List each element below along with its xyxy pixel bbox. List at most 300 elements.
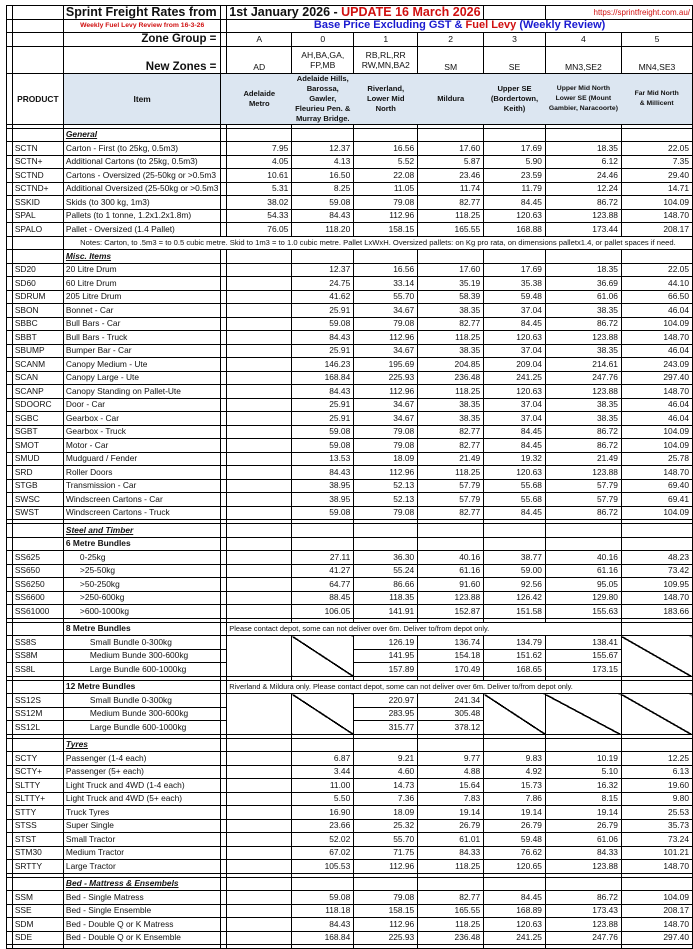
price-cell: 86.72	[545, 506, 621, 520]
item-name: Door - Car	[63, 398, 220, 412]
product-code: SS625	[12, 551, 63, 565]
weekly-review-note: Weekly Fuel Levy Review from 16-3-26	[63, 19, 220, 33]
price-cell: 106.05	[292, 605, 354, 619]
price-cell: 146.23	[292, 358, 354, 372]
price-cell: 241.25	[484, 371, 546, 385]
price-cell	[227, 358, 292, 372]
price-cell: 69.40	[621, 479, 692, 493]
price-cell	[227, 466, 292, 480]
rate-row	[7, 806, 693, 820]
section-general-title: General	[63, 128, 220, 142]
product-code: SBUMP	[12, 344, 63, 358]
rate-row	[7, 425, 693, 439]
price-cell: 55.70	[354, 290, 418, 304]
price-cell: 19.60	[621, 779, 692, 793]
price-cell: 126.19	[354, 636, 418, 650]
rate-row	[7, 277, 693, 291]
rate-row	[7, 493, 693, 507]
item-name: Bed - Double Q or K Ensemble	[63, 931, 220, 945]
item-name: Small Tractor	[63, 833, 220, 847]
rate-row	[7, 931, 693, 945]
separator-row	[7, 945, 693, 949]
rate-row	[7, 891, 693, 905]
price-cell: 73.24	[621, 833, 692, 847]
price-cell: 126.42	[484, 591, 546, 605]
rate-row	[7, 398, 693, 412]
price-cell: 208.17	[621, 904, 692, 918]
price-cell: 59.48	[484, 833, 546, 847]
section-six-metre-title: 6 Metre Bundles	[63, 537, 220, 551]
price-cell: 44.10	[621, 277, 692, 291]
price-cell: 16.32	[545, 779, 621, 793]
price-cell	[227, 290, 292, 304]
price-cell: 38.35	[545, 412, 621, 426]
item-name: Carton - First (to 25kg, 0.5m3)	[63, 142, 220, 156]
price-cell: 15.73	[484, 779, 546, 793]
product-header: PRODUCT	[12, 73, 63, 124]
price-cell: 123.88	[545, 918, 621, 932]
price-cell: 23.59	[484, 169, 546, 183]
rate-row	[7, 466, 693, 480]
product-code: SCTY	[12, 752, 63, 766]
rate-row	[7, 223, 693, 237]
price-cell: 23.66	[292, 819, 354, 833]
rate-row	[7, 578, 693, 592]
price-cell: 241.25	[484, 931, 546, 945]
price-cell: 79.08	[354, 439, 418, 453]
product-code: SDOORC	[12, 398, 63, 412]
product-code: SCTN	[12, 142, 63, 156]
product-code: STTY	[12, 806, 63, 820]
website-link[interactable]: https://sprintfreight.com.au/	[545, 6, 692, 20]
price-cell: 305.48	[418, 707, 484, 721]
price-cell: 84.43	[292, 385, 354, 399]
column-header-row	[7, 73, 693, 124]
price-cell: 165.55	[418, 904, 484, 918]
product-code: SDRUM	[12, 290, 63, 304]
item-name: >600-1000kg	[63, 605, 220, 619]
rate-row	[7, 196, 693, 210]
price-cell	[227, 846, 292, 860]
item-name: Windscreen Cartons - Truck	[63, 506, 220, 520]
zone-codes: MN3,SE2	[545, 46, 621, 73]
price-cell: 141.95	[354, 649, 418, 663]
price-cell: 61.06	[545, 290, 621, 304]
price-cell: 22.05	[621, 263, 692, 277]
price-cell: 10.61	[227, 169, 292, 183]
price-cell: 378.12	[418, 721, 484, 735]
product-code: SGBT	[12, 425, 63, 439]
item-name: Large Tractor	[63, 860, 220, 874]
price-cell: 136.74	[418, 636, 484, 650]
price-cell: 112.96	[354, 466, 418, 480]
price-cell: 225.93	[354, 371, 418, 385]
price-cell: 38.35	[418, 398, 484, 412]
price-cell: 84.43	[292, 331, 354, 345]
zone-codes: MN4,SE3	[621, 46, 692, 73]
price-cell: 59.08	[292, 891, 354, 905]
price-cell: 86.66	[354, 578, 418, 592]
price-cell: 165.55	[418, 223, 484, 237]
rate-row	[7, 385, 693, 399]
item-name: 0-25kg	[63, 551, 220, 565]
price-cell: 46.04	[621, 412, 692, 426]
price-cell: 54.33	[227, 209, 292, 223]
price-cell: 220.97	[354, 694, 418, 708]
price-cell: 84.43	[292, 918, 354, 932]
not-available-cell	[545, 694, 621, 735]
item-name: Bed - Single Matress	[63, 891, 220, 905]
price-cell	[227, 752, 292, 766]
price-cell: 76.05	[227, 223, 292, 237]
base-price-c: (Weekly Review)	[516, 19, 606, 32]
price-cell: 138.41	[545, 636, 621, 650]
price-cell	[227, 605, 292, 619]
product-code: STSS	[12, 819, 63, 833]
price-cell: 21.49	[418, 452, 484, 466]
price-cell: 157.89	[354, 663, 418, 677]
price-cell: 38.35	[545, 304, 621, 318]
price-cell: 86.72	[545, 439, 621, 453]
price-cell: 79.08	[354, 425, 418, 439]
zone-region: Upper Mid North Lower SE (Mount Gambier, Naracoorte)	[545, 73, 621, 124]
zone-region: Far Mid North & Millicent	[621, 73, 692, 124]
price-cell	[227, 578, 292, 592]
price-cell: 59.00	[484, 564, 546, 578]
price-cell: 84.33	[418, 846, 484, 860]
price-cell: 118.25	[418, 860, 484, 874]
item-name: Gearbox - Truck	[63, 425, 220, 439]
rate-row	[7, 846, 693, 860]
price-cell: 12.37	[292, 142, 354, 156]
product-code: STM30	[12, 846, 63, 860]
zone-group-label: Zone Group =	[63, 33, 220, 47]
item-name: Additional Oversized (25-50kg or >0.5m3	[63, 182, 220, 196]
product-code: SS12L	[12, 721, 63, 735]
zone-group: 2	[418, 33, 484, 47]
price-cell: 25.91	[292, 344, 354, 358]
price-cell: 4.05	[227, 155, 292, 169]
price-cell: 61.06	[545, 833, 621, 847]
price-cell: 92.56	[484, 578, 546, 592]
item-name: Small Bundle 0-300kg	[63, 694, 220, 708]
price-cell: 25.53	[621, 806, 692, 820]
price-cell: 86.72	[545, 425, 621, 439]
price-cell: 19.14	[545, 806, 621, 820]
price-cell: 148.70	[621, 591, 692, 605]
price-cell: 148.70	[621, 385, 692, 399]
price-cell: 38.35	[418, 344, 484, 358]
section-misc	[7, 250, 693, 264]
price-cell: 5.87	[418, 155, 484, 169]
zone-region: Mildura	[418, 73, 484, 124]
price-cell: 86.72	[545, 891, 621, 905]
title-row	[7, 6, 693, 20]
price-cell: 61.16	[418, 564, 484, 578]
rate-row	[7, 833, 693, 847]
price-cell: 104.09	[621, 506, 692, 520]
section-eight-metre-title: 8 Metre Bundles	[63, 622, 220, 636]
price-cell: 17.69	[484, 263, 546, 277]
price-cell: 105.53	[292, 860, 354, 874]
product-code: SS6600	[12, 591, 63, 605]
rate-row	[7, 918, 693, 932]
price-cell	[227, 506, 292, 520]
price-cell: 82.77	[418, 425, 484, 439]
price-cell: 15.64	[418, 779, 484, 793]
price-cell: 59.08	[292, 425, 354, 439]
price-cell: 11.05	[354, 182, 418, 196]
product-code: SCANM	[12, 358, 63, 372]
price-cell: 61.16	[545, 564, 621, 578]
price-cell: 151.62	[484, 649, 546, 663]
price-cell	[227, 263, 292, 277]
price-cell: 59.08	[292, 439, 354, 453]
price-cell: 46.04	[621, 344, 692, 358]
price-cell: 86.72	[545, 196, 621, 210]
product-code: SSM	[12, 891, 63, 905]
price-cell: 57.79	[418, 479, 484, 493]
price-cell: 26.79	[484, 819, 546, 833]
price-cell: 38.35	[418, 412, 484, 426]
general-notes-row	[7, 236, 693, 250]
price-cell: 36.30	[354, 551, 418, 565]
price-cell: 25.91	[292, 398, 354, 412]
product-code: SMUD	[12, 452, 63, 466]
price-cell: 40.16	[418, 551, 484, 565]
price-cell: 7.95	[227, 142, 292, 156]
price-cell: 38.95	[292, 479, 354, 493]
base-price-a: Base Price Excluding GST &	[313, 19, 466, 32]
price-cell: 16.56	[354, 142, 418, 156]
price-cell: 195.69	[354, 358, 418, 372]
zone-codes: SM	[418, 46, 484, 73]
not-available-cell	[621, 694, 692, 735]
price-cell: 154.18	[418, 649, 484, 663]
item-name: 205 Litre Drum	[63, 290, 220, 304]
price-cell: 14.73	[354, 779, 418, 793]
price-cell: 8.15	[545, 792, 621, 806]
item-header: Item	[63, 73, 220, 124]
rate-row	[7, 452, 693, 466]
title-left: Sprint Freight Rates from	[63, 6, 220, 20]
price-cell: 52.13	[354, 493, 418, 507]
price-cell: 82.77	[418, 439, 484, 453]
price-cell: 209.04	[484, 358, 546, 372]
price-cell: 41.62	[292, 290, 354, 304]
rate-row	[7, 479, 693, 493]
price-cell	[227, 765, 292, 779]
price-cell: 214.61	[545, 358, 621, 372]
price-cell: 155.63	[545, 605, 621, 619]
price-cell: 3.44	[292, 765, 354, 779]
section-steel-title: Steel and Timber	[63, 524, 220, 538]
product-code: SMOT	[12, 439, 63, 453]
section-steel	[7, 524, 693, 538]
zone-codes: SE	[484, 46, 546, 73]
price-cell: 123.88	[545, 860, 621, 874]
price-cell: 46.04	[621, 304, 692, 318]
price-cell	[227, 331, 292, 345]
price-cell: 64.77	[292, 578, 354, 592]
item-name: Mudguard / Fender	[63, 452, 220, 466]
price-cell: 69.41	[621, 493, 692, 507]
price-cell: 48.23	[621, 551, 692, 565]
price-cell: 55.68	[484, 493, 546, 507]
price-cell: 168.88	[484, 223, 546, 237]
item-name: Light Truck and 4WD (1-4 each)	[63, 779, 220, 793]
price-cell: 37.04	[484, 412, 546, 426]
product-code: SCAN	[12, 371, 63, 385]
price-cell: 95.05	[545, 578, 621, 592]
price-cell: 7.86	[484, 792, 546, 806]
zone-region: Adelaide Metro	[227, 73, 292, 124]
price-cell: 12.24	[545, 182, 621, 196]
zone-group: 4	[545, 33, 621, 47]
price-cell: 24.75	[292, 277, 354, 291]
price-cell: 225.93	[354, 931, 418, 945]
price-cell: 118.25	[418, 918, 484, 932]
price-cell: 5.31	[227, 182, 292, 196]
item-name: Bed - Double Q or K Matress	[63, 918, 220, 932]
price-cell: 118.25	[418, 209, 484, 223]
price-cell	[227, 551, 292, 565]
price-cell: 84.33	[545, 846, 621, 860]
product-code: SLTTY+	[12, 792, 63, 806]
product-code: SRTTY	[12, 860, 63, 874]
price-cell: 40.16	[545, 551, 621, 565]
price-cell	[227, 317, 292, 331]
rate-row	[7, 317, 693, 331]
price-cell: 59.08	[292, 317, 354, 331]
price-cell: 84.43	[292, 466, 354, 480]
price-cell: 84.45	[484, 425, 546, 439]
price-cell: 8.25	[292, 182, 354, 196]
section-bed	[7, 877, 693, 891]
price-cell: 57.79	[545, 479, 621, 493]
price-cell: 19.14	[418, 806, 484, 820]
price-cell: 152.87	[418, 605, 484, 619]
price-cell: 120.63	[484, 209, 546, 223]
zone-codes: AH,BA,GA, FP,MB	[292, 46, 354, 73]
section-eight-metre-note: Please contact depot, some can not deliver over 6m. Deliver to/from depot only.	[227, 622, 622, 636]
product-code: SS650	[12, 564, 63, 578]
price-cell: 27.11	[292, 551, 354, 565]
price-cell: 141.91	[354, 605, 418, 619]
product-code: SDM	[12, 918, 63, 932]
rate-row	[7, 860, 693, 874]
price-cell: 104.09	[621, 317, 692, 331]
price-cell: 112.96	[354, 860, 418, 874]
item-name: Large Bundle 600-1000kg	[63, 721, 220, 735]
zone-group: 3	[484, 33, 546, 47]
price-cell: 18.35	[545, 142, 621, 156]
price-cell: 34.67	[354, 344, 418, 358]
price-cell: 104.09	[621, 196, 692, 210]
price-cell: 11.74	[418, 182, 484, 196]
zone-region: Adelaide Hills, Barossa, Gawler, Fleurieu Pen. & Murray Bridge.	[292, 73, 354, 124]
section-general	[7, 128, 693, 142]
price-cell: 247.76	[545, 371, 621, 385]
price-cell: 204.85	[418, 358, 484, 372]
price-cell	[227, 425, 292, 439]
rate-row	[7, 551, 693, 565]
empty-cell	[227, 636, 292, 677]
rate-row	[7, 344, 693, 358]
zone-group: A	[227, 33, 292, 47]
new-zones-row	[7, 46, 693, 73]
price-cell	[227, 779, 292, 793]
price-cell: 11.00	[292, 779, 354, 793]
section-tyres	[7, 738, 693, 752]
price-cell: 112.96	[354, 918, 418, 932]
product-code: SCTY+	[12, 765, 63, 779]
item-name: Cartons - Oversized (25-50kg or >0.5m3	[63, 169, 220, 183]
new-zones-label: New Zones =	[63, 46, 220, 73]
product-code: STST	[12, 833, 63, 847]
price-cell: 33.14	[354, 277, 418, 291]
zone-codes: AD	[227, 46, 292, 73]
price-cell: 22.08	[354, 169, 418, 183]
price-cell: 84.45	[484, 317, 546, 331]
rate-row	[7, 765, 693, 779]
price-cell: 7.35	[621, 155, 692, 169]
price-cell: 11.79	[484, 182, 546, 196]
price-cell: 104.09	[621, 891, 692, 905]
price-cell	[227, 277, 292, 291]
price-cell: 297.40	[621, 371, 692, 385]
price-cell: 24.46	[545, 169, 621, 183]
price-cell: 19.32	[484, 452, 546, 466]
price-cell: 9.80	[621, 792, 692, 806]
item-name: Canopy Medium - Ute	[63, 358, 220, 372]
item-name: >25-50kg	[63, 564, 220, 578]
price-cell	[227, 891, 292, 905]
price-cell: 17.60	[418, 142, 484, 156]
price-cell: 35.73	[621, 819, 692, 833]
price-cell: 118.25	[418, 331, 484, 345]
product-code: SCTND	[12, 169, 63, 183]
price-cell: 82.77	[418, 196, 484, 210]
rate-sheet	[6, 5, 693, 949]
price-cell: 52.13	[354, 479, 418, 493]
section-six-metre	[7, 537, 693, 551]
price-cell: 82.77	[418, 317, 484, 331]
section-twelve-metre-title: 12 Metre Bundles	[63, 680, 220, 694]
product-code: SD20	[12, 263, 63, 277]
empty-cell	[227, 694, 292, 735]
product-code: SSE	[12, 904, 63, 918]
price-cell: 4.13	[292, 155, 354, 169]
price-cell: 4.92	[484, 765, 546, 779]
price-cell: 158.15	[354, 904, 418, 918]
price-cell: 84.45	[484, 439, 546, 453]
rate-row	[7, 819, 693, 833]
rate-row	[7, 263, 693, 277]
item-name: Transmission - Car	[63, 479, 220, 493]
price-cell: 151.58	[484, 605, 546, 619]
price-cell: 46.04	[621, 398, 692, 412]
price-cell: 168.84	[292, 931, 354, 945]
price-cell: 7.36	[354, 792, 418, 806]
price-cell: 173.44	[545, 223, 621, 237]
price-cell: 57.79	[418, 493, 484, 507]
rate-row	[7, 290, 693, 304]
price-cell: 57.79	[545, 493, 621, 507]
price-cell: 84.45	[484, 506, 546, 520]
section-eight-metre	[7, 622, 693, 636]
price-cell: 243.09	[621, 358, 692, 372]
